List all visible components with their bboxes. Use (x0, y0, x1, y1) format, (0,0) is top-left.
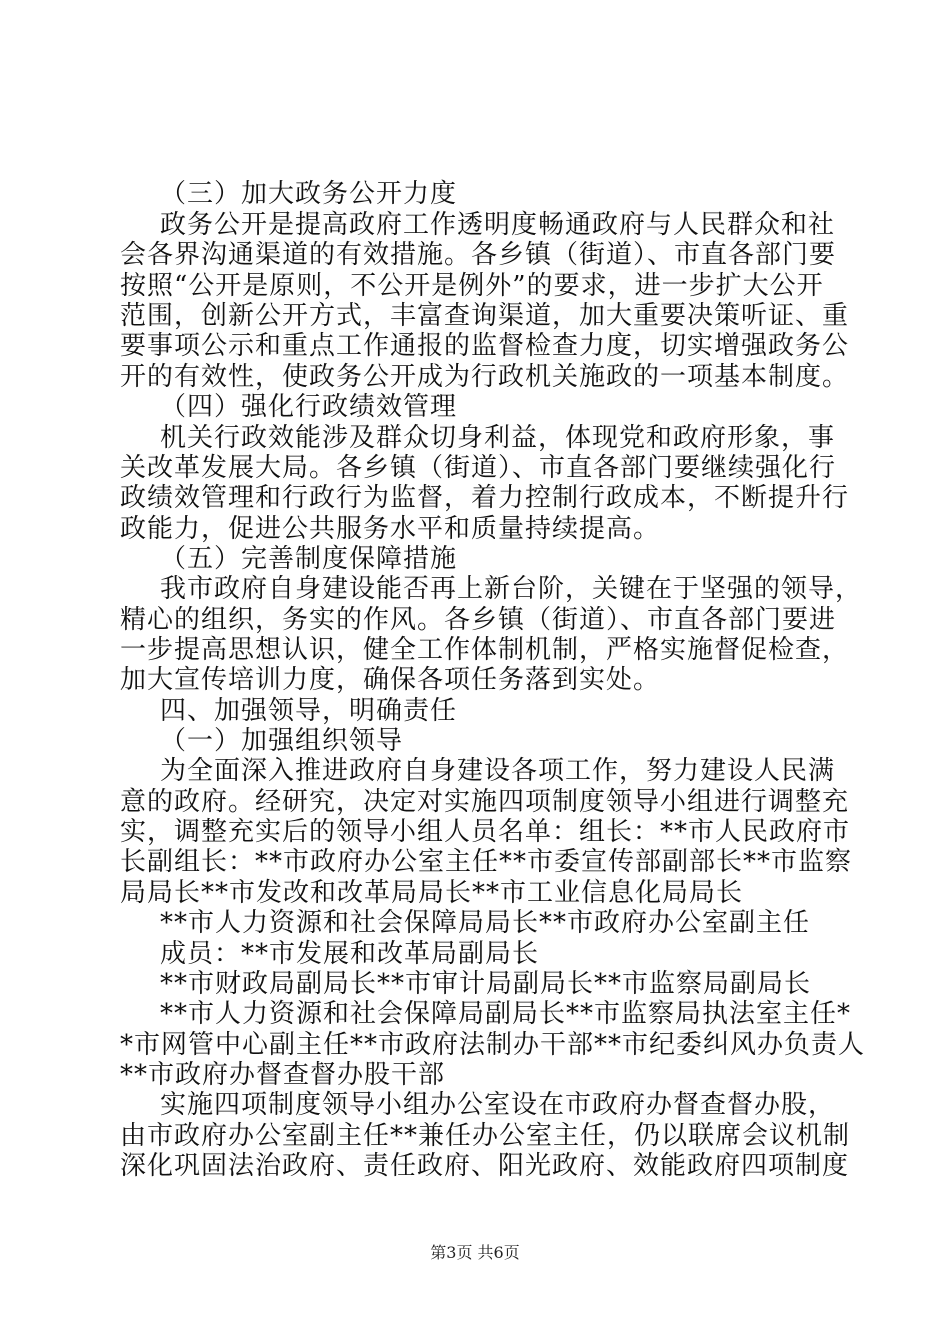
text-line: 政务公开是提高政府工作透明度畅通政府与人民群众和社 (160, 210, 836, 240)
text-line: **市人力资源和社会保障局副局长**市监察局执法室主任* (160, 999, 852, 1029)
text-line: 开的有效性，使政务公开成为行政机关施政的一项基本制度。 (120, 362, 850, 392)
text-line: （四）强化行政绩效管理 (160, 392, 458, 422)
text-line: （三）加大政务公开力度 (160, 179, 458, 209)
text-line: 按照“公开是原则，不公开是例外”的要求，进一步扩大公开 (120, 271, 824, 301)
text-line: 我市政府自身建设能否再上新台阶，关键在于坚强的领导， (160, 574, 863, 604)
text-line: **市财政局副局长**市审计局副局长**市监察局副局长 (160, 969, 812, 999)
text-line: 长副组长：**市政府办公室主任**市委宣传部副部长**市监察 (120, 847, 853, 877)
text-line: 为全面深入推进政府自身建设各项工作，努力建设人民满 (160, 756, 836, 786)
text-line: 局局长**市发改和改革局局长**市工业信息化局局长 (120, 878, 744, 908)
text-line: 意的政府。经研究，决定对实施四项制度领导小组进行调整充 (120, 787, 850, 817)
text-line: 机关行政效能涉及群众切身利益，体现党和政府形象，事 (160, 423, 836, 453)
page-footer: 第3页 共6页 (430, 1243, 520, 1262)
text-line: *市网管中心副主任**市政府法制办干部**市纪委纠风办负责人 (120, 1030, 866, 1060)
text-line: 加大宣传培训力度，确保各项任务落到实处。 (120, 665, 661, 695)
text-line: 实，调整充实后的领导小组人员名单：组长：**市人民政府市 (120, 817, 851, 847)
text-line: 关改革发展大局。各乡镇（街道）、市直各部门要继续强化行 (120, 453, 837, 483)
text-line: 精心的组织，务实的作风。各乡镇（街道）、市直各部门要进 (120, 605, 837, 635)
text-line: 一步提高思想认识，健全工作体制机制，严格实施督促检查， (120, 635, 850, 665)
text-line: 会各界沟通渠道的有效措施。各乡镇（街道）、市直各部门要 (120, 240, 837, 270)
text-line: （一）加强组织领导 (160, 726, 404, 756)
text-line: 四、加强领导，明确责任 (160, 696, 458, 726)
text-line: **市人力资源和社会保障局局长**市政府办公室副主任 (160, 908, 811, 938)
text-line: 成员：**市发展和改革局副局长 (160, 939, 540, 969)
text-line: 政绩效管理和行政行为监督，着力控制行政成本，不断提升行 (120, 483, 850, 513)
text-line: 政能力，促进公共服务水平和质量持续提高。 (120, 514, 661, 544)
text-line: 实施四项制度领导小组办公室设在市政府办督查督办股， (160, 1090, 836, 1120)
text-line: 深化巩固法治政府、责任政府、阳光政府、效能政府四项制度 (120, 1151, 850, 1181)
text-line: 要事项公示和重点工作通报的监督检查力度，切实增强政务公 (120, 331, 850, 361)
text-line: 范围，创新公开方式，丰富查询渠道，加大重要决策听证、重 (120, 301, 850, 331)
text-line: （五）完善制度保障措施 (160, 544, 458, 574)
text-line: **市政府办督查督办股干部 (120, 1060, 446, 1090)
text-line: 由市政府办公室副主任**兼任办公室主任，仍以联席会议机制 (120, 1121, 851, 1151)
